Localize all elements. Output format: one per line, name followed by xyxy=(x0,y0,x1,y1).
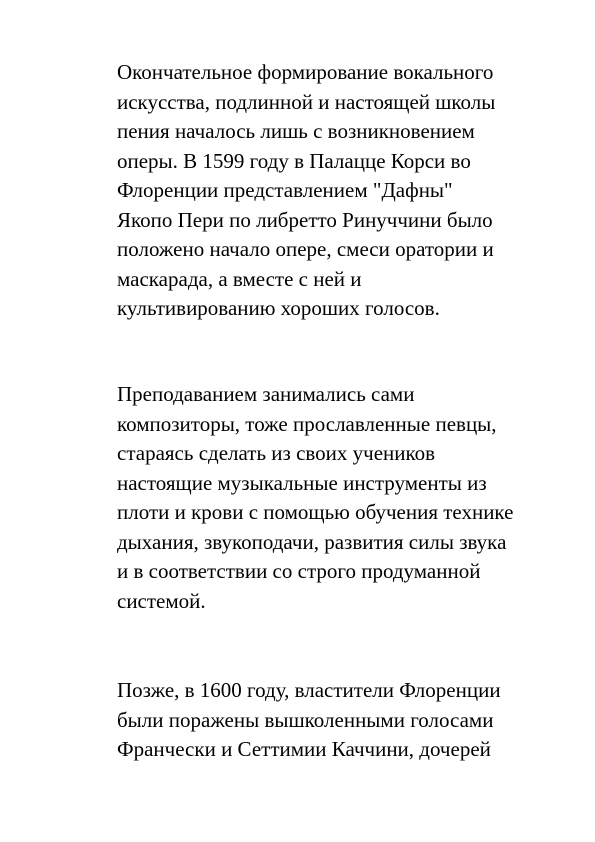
paragraph-line: Позже, в 1600 году, властители Флоренции xyxy=(117,678,501,702)
paragraph-line: стараясь сделать из своих учеников xyxy=(117,441,436,465)
paragraph-line: были поражены вышколенными голосами xyxy=(117,707,494,732)
paragraph-line: Преподаванием занимались сами xyxy=(117,382,415,406)
paragraph-line: маскарада, а вместе с ней и xyxy=(117,266,362,291)
paragraph-2 xyxy=(117,380,537,616)
paragraph-line: оперы. В 1599 году в Палацце Корси во xyxy=(117,148,471,173)
paragraph-line: пения началось лишь с возникновением xyxy=(117,119,475,143)
paragraph-line: дыхания, звукоподачи, развития силы звука xyxy=(117,529,507,554)
paragraph-line: композиторы, тоже прославленные певцы, xyxy=(117,411,497,436)
paragraph-line: системой. xyxy=(117,588,206,613)
paragraph-1 xyxy=(117,58,537,324)
paragraph-line: культивированию хороших голосов. xyxy=(117,296,440,320)
paragraph-line: положено начало опере, смеси оратории и xyxy=(117,237,494,261)
paragraph-line: Флоренции представлением "Дафны" xyxy=(117,178,453,202)
paragraph-line: настоящие музыкальные инструменты из xyxy=(117,470,487,495)
paragraph-3 xyxy=(117,676,537,765)
paragraph-line: и в соответствии со строго продуманной xyxy=(117,559,481,583)
paragraph-line: искусства, подлинной и настоящей школы xyxy=(117,89,496,114)
paragraph-line: Окончательное формирование вокального xyxy=(117,60,494,84)
paragraph-line: Якопо Пери по либретто Ринуччини было xyxy=(117,207,493,232)
paragraph-line: Франчески и Сеттимии Каччини, дочерей xyxy=(117,737,491,761)
paragraph-line: плоти и крови с помощью обучения технике xyxy=(117,500,514,524)
